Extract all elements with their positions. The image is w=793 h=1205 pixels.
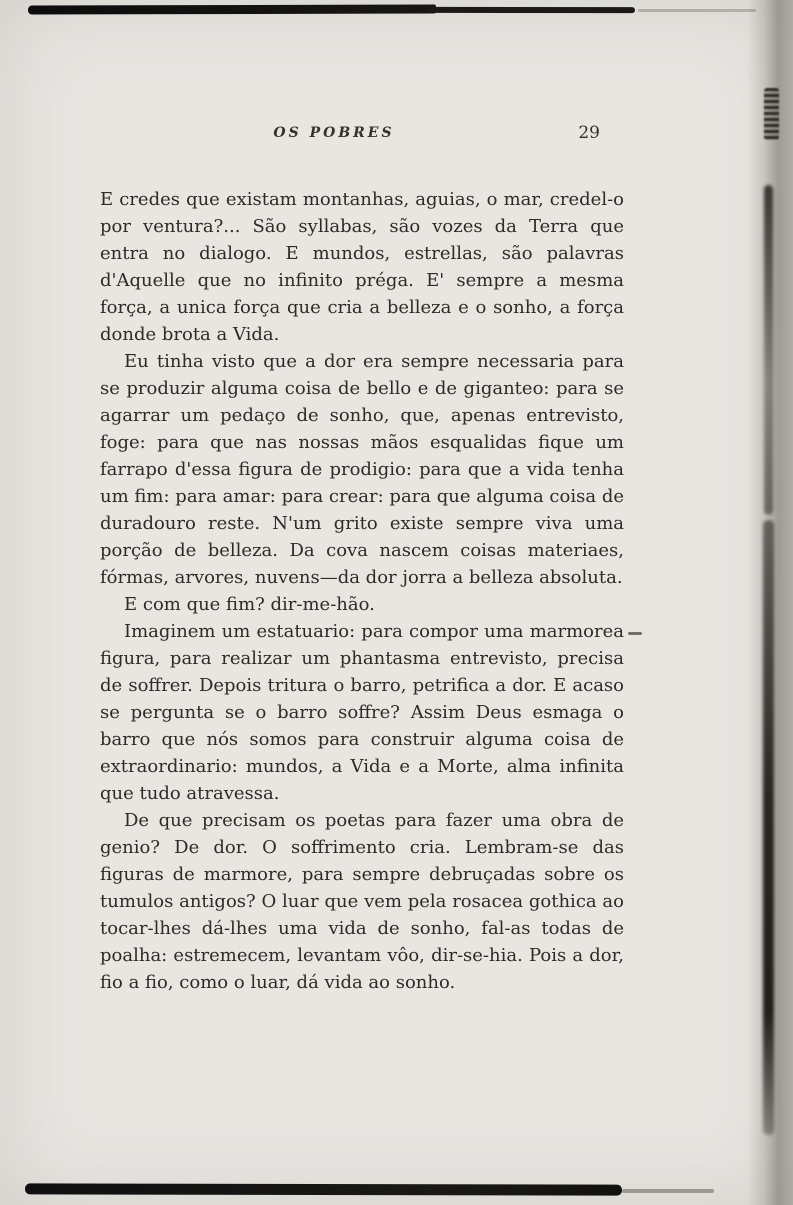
scan-artifact-gutter-streak-lower — [763, 520, 774, 1135]
scan-artifact-gutter-streak-upper — [764, 185, 773, 515]
page-number: 29 — [578, 123, 600, 143]
paragraph: E credes que existam montanhas, aguias, o mar, credel-o por ventura?... São syllabas, são vozes da Terra que entra no dialogo. E mundos, estrellas, são palavras d'Aquelle que no infinito préga. E' sempre a mesma força, a unica força que cria a belleza e o sonho, a força donde brota a Vida. — [100, 189, 624, 345]
page-header — [100, 125, 624, 147]
paragraph: Imaginem um estatuario: para compor uma marmorea figura, para realizar um phantasma entrevisto, precisa de soffrer. Depois tritura o barro, petrifica a dor. E acaso se pergunta se o barro soffre? Assim Deus esmaga o barro que nós somos para construir alguma coisa de extraordinario: mundos, a Vida e a Morte, alma infinita que tudo atravessa. — [100, 621, 624, 804]
scan-artifact-right-edge-shadow — [747, 0, 793, 1205]
scan-artifact-top-bar-faint — [638, 9, 756, 12]
paragraph: Eu tinha visto que a dor era sempre necessaria para se produzir alguma coisa de bello e de giganteo: para se agarrar um pedaço de sonho, que, apenas entrevisto, foge: para que nas nossas mãos esqualidas fique um farrapo d'essa figura de prodigio: para que a vida tenha um fim: para amar: para crear: para que alguma coisa de duradouro reste. N'um grito existe sempre viva uma porção de belleza. Da cova nascem coisas materiaes, fórmas, arvores, nuvens—da dor jorra a belleza absoluta. — [100, 351, 624, 588]
paragraph: De que precisam os poetas para fazer uma obra de genio? De dor. O soffrimento cria. Lembram-se das figuras de marmore, para sempre debruçadas sobre os tumulos antigos? O luar que vem pela rosacea gothica ao tocar-lhes dá-lhes uma vida de sonho, fal-as todas de poalha: estremecem, levantam vôo, dir-se-hia. Pois a dor, fio a fio, como o luar, dá vida ao sonho. — [100, 810, 624, 993]
scan-artifact-bottom-bar-extension — [622, 1189, 714, 1193]
scan-artifact-corner-smudge — [764, 88, 779, 140]
scan-artifact-top-bar — [28, 4, 436, 14]
body-text-block — [100, 186, 624, 996]
scan-artifact-margin-dash — [628, 632, 642, 635]
scan-artifact-bottom-bar — [25, 1183, 622, 1195]
scan-artifact-top-bar-extension — [430, 7, 635, 13]
paragraph: E com que fim? dir-me-hão. — [124, 594, 375, 615]
running-head: OS POBRES — [273, 125, 395, 141]
